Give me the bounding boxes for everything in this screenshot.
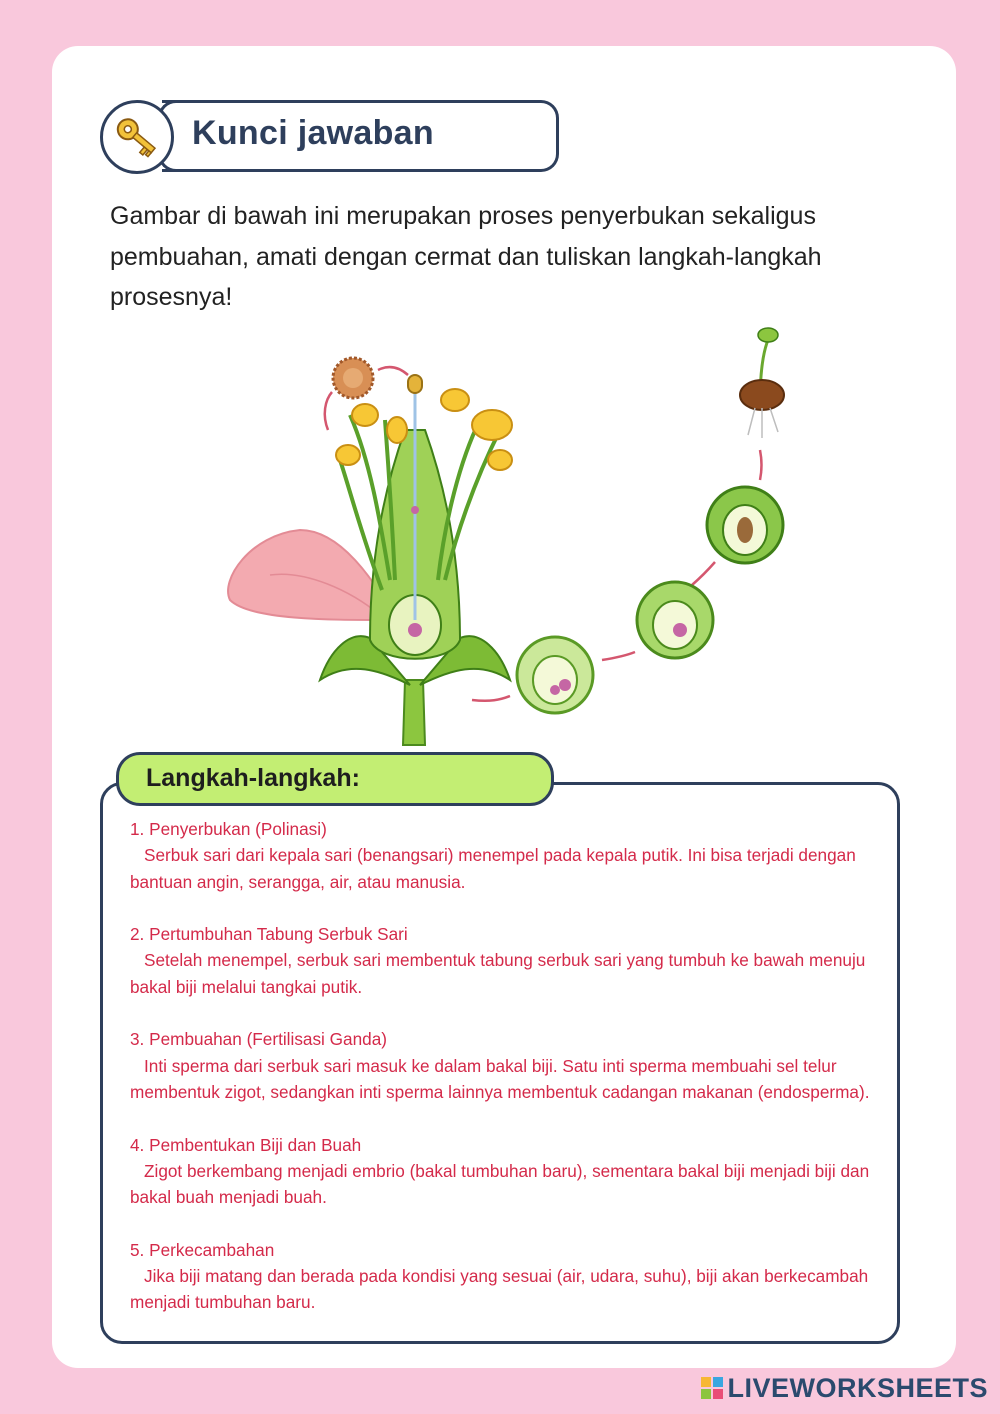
ovule <box>408 623 422 637</box>
step-item <box>130 1132 870 1211</box>
key-icon <box>100 100 174 174</box>
seedling <box>740 328 784 438</box>
step-item <box>130 1237 870 1316</box>
anther <box>387 417 407 443</box>
pollination-diagram <box>210 320 830 750</box>
arrow <box>325 392 332 430</box>
arrow <box>602 652 635 660</box>
anther <box>488 450 512 470</box>
flower-stem <box>403 680 425 745</box>
arrow <box>760 450 762 480</box>
footer-brand[interactable] <box>701 1372 988 1404</box>
page-title: Kunci jawaban <box>192 114 434 152</box>
step-body: Inti sperma dari serbuk sari masuk ke dalam bakal biji. Satu inti sperma membuahi sel telur membentuk zigot, sedangkan inti sperma lainnya membentuk cadangan makanan (endosperma). <box>130 1055 870 1102</box>
step-body: Zigot berkembang menjadi embrio (bakal tumbuhan baru), sementara bakal biji menjadi biji dan bakal buah menjadi buah. <box>130 1160 870 1208</box>
arrow <box>378 367 408 375</box>
step-item <box>130 816 870 895</box>
step-heading: 1. Penyerbukan (Polinasi) <box>130 819 327 839</box>
step-body: Serbuk sari dari kepala sari (benangsari) menempel pada kepala putik. Ini bisa terjadi dengan bantuan angin, serangga, air, atau manusia. <box>130 845 856 892</box>
arrow <box>472 696 510 701</box>
steps-list <box>130 816 870 1342</box>
step-heading: 2. Pertumbuhan Tabung Serbuk Sari <box>130 924 408 945</box>
footer-brand-text: LIVEWORKSHEETS <box>727 1372 988 1403</box>
step-body: Setelah menempel, serbuk sari membentuk tabung serbuk sari yang tumbuh ke bawah menuju bakal biji melalui tangkai putik. <box>130 950 866 997</box>
stigma <box>408 375 422 393</box>
step-heading: 5. Perkecambahan <box>130 1239 275 1260</box>
question-prompt: Gambar di bawah ini merupakan proses penyerbukan sekaligus pembuahan, amati dengan cermat dan tuliskan langkah-langkah prosesnya! <box>110 202 822 311</box>
anther <box>336 445 360 465</box>
step-item <box>130 1026 870 1105</box>
steps-title: Langkah-langkah: <box>146 764 360 792</box>
anther <box>441 389 469 411</box>
step-item <box>130 921 870 1000</box>
liveworksheets-logo-icon <box>701 1377 723 1399</box>
step-heading: 4. Pembentukan Biji dan Buah <box>130 1134 362 1155</box>
arrow <box>692 562 715 585</box>
step-body: Jika biji matang dan berada pada kondisi yang sesuai (air, udara, suhu), biji akan berkecambah menjadi tumbuhan baru. <box>130 1266 869 1313</box>
anther <box>472 410 512 440</box>
header <box>100 100 562 172</box>
step-heading: 3. Pembuahan (Fertilisasi Ganda) <box>130 1029 387 1050</box>
anther <box>352 404 378 426</box>
